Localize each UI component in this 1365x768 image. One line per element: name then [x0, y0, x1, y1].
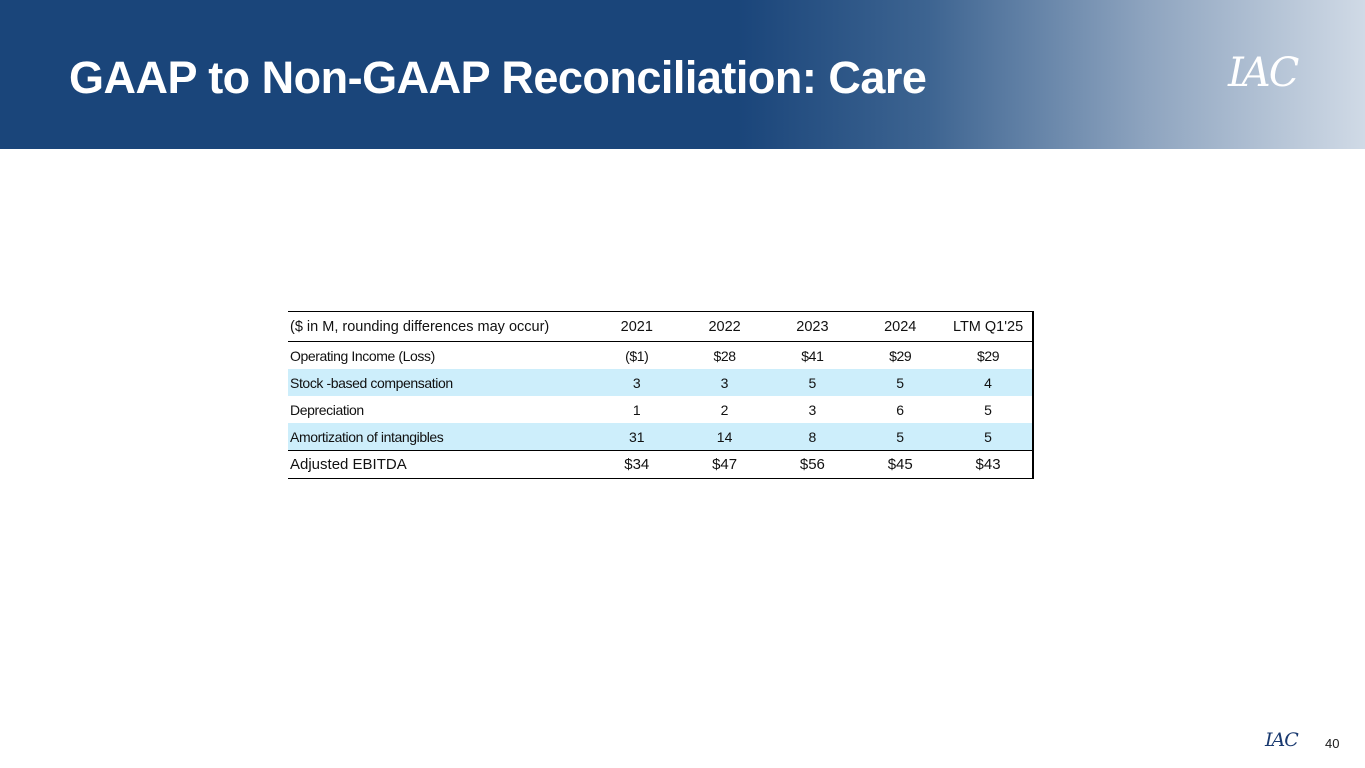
table-cell: 5: [856, 423, 944, 451]
table-cell: 3: [593, 369, 681, 396]
total-row: [288, 451, 1033, 479]
table-header-row: [288, 312, 1033, 342]
iac-logo: IAC: [1228, 50, 1298, 96]
table-cell: 5: [768, 369, 856, 396]
page-number: 40: [1325, 736, 1340, 751]
table-cell: 6: [896, 401, 905, 418]
column-header: 2024: [856, 312, 944, 342]
table-cell: $47: [681, 451, 769, 479]
table-row: [288, 342, 1033, 370]
table-row: [288, 369, 1033, 396]
table-cell: $28: [713, 347, 736, 364]
table-row: [288, 396, 1033, 423]
row-label: Depreciation: [290, 401, 364, 418]
table-cell: $43: [944, 451, 1033, 479]
table-cell: ($1): [625, 347, 649, 364]
table-row: [288, 423, 1033, 451]
table-cell: 31: [593, 423, 681, 451]
table-cell: $41: [801, 347, 824, 364]
column-header: ($ in M, rounding differences may occur): [288, 312, 593, 342]
column-header: 2023: [768, 312, 856, 342]
table-cell: 2: [720, 401, 729, 418]
table-cell: 3: [681, 369, 769, 396]
column-header: 2022: [681, 312, 769, 342]
row-label: Stock -based compensation: [288, 369, 593, 396]
table-cell: 14: [681, 423, 769, 451]
row-label: Amortization of intangibles: [288, 423, 593, 451]
iac-footer-logo: IAC: [1265, 729, 1298, 751]
table-cell: 5: [944, 396, 1033, 423]
column-header: 2021: [593, 312, 681, 342]
row-label: Adjusted EBITDA: [288, 451, 593, 479]
header-banner: [0, 0, 1365, 149]
table-cell: 8: [768, 423, 856, 451]
table-cell: $56: [768, 451, 856, 479]
table-cell: $45: [856, 451, 944, 479]
table-cell: $34: [593, 451, 681, 479]
table-cell: $29: [944, 342, 1033, 370]
reconciliation-table: [288, 311, 1034, 479]
page-title: GAAP to Non-GAAP Reconciliation: Care: [69, 52, 927, 103]
table-cell: $29: [889, 347, 912, 364]
table-cell: 5: [856, 369, 944, 396]
row-label: Operating Income (Loss): [290, 347, 435, 364]
table-cell: 3: [808, 401, 817, 418]
table-cell: 4: [944, 369, 1033, 396]
table-cell: 5: [944, 423, 1033, 451]
column-header: LTM Q1'25: [944, 312, 1033, 342]
table-cell: 1: [632, 401, 641, 418]
